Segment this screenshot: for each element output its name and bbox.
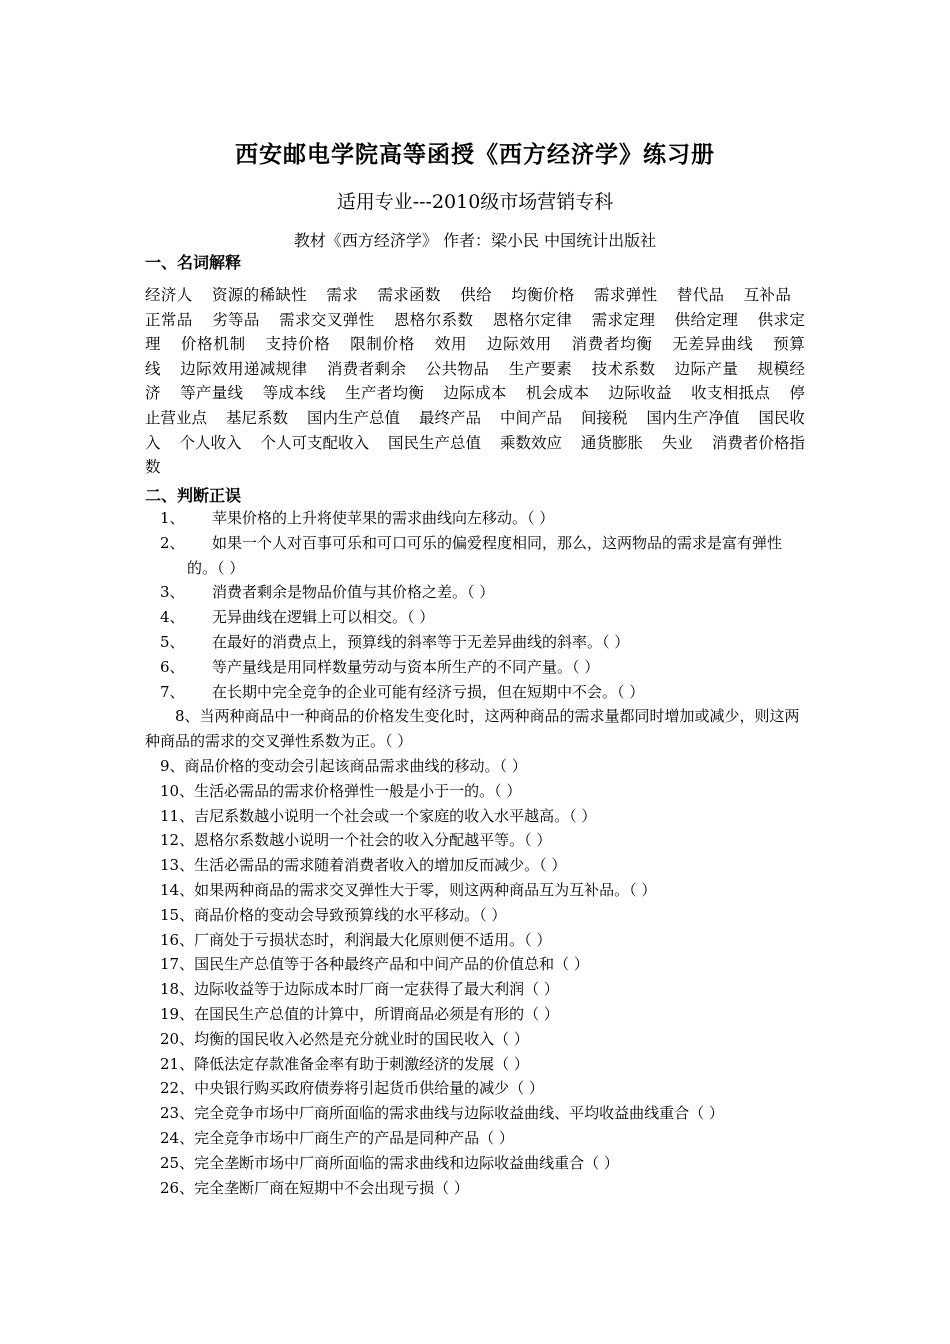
question-number: 24、 — [160, 1128, 195, 1147]
question-item — [145, 878, 810, 903]
question-number: 8、 — [175, 707, 200, 726]
document-subtitle: 适用专业---2010级市场营销专科 — [336, 191, 614, 213]
term-item: 支持价格 — [265, 335, 331, 354]
question-item — [145, 1151, 810, 1176]
question-item — [145, 680, 810, 705]
question-number: 5、 — [160, 632, 185, 651]
question-number: 4、 — [160, 608, 185, 627]
textbook-info: 教材《西方经济学》 作者：梁小民 中国统计出版社 — [293, 231, 657, 250]
term-item: 供给 — [460, 286, 492, 304]
term-item: 价格机制 — [180, 335, 246, 354]
term-item: 限制价格 — [350, 335, 416, 354]
question-item — [145, 804, 810, 829]
question-number: 13、 — [160, 856, 195, 875]
question-text: 生活必需品的需求价格弹性一般是小于一的。（ ） — [194, 781, 522, 800]
question-number: 14、 — [160, 880, 195, 899]
term-item: 恩格尔系数 — [393, 310, 474, 329]
question-item — [145, 1027, 810, 1052]
question-text: 在长期中完全竞争的企业可能有经济亏损，但在短期中不会。（ ） — [212, 682, 645, 701]
question-number: 23、 — [160, 1104, 195, 1123]
question-text: 国民生产总值等于各种最终产品和中间产品的价值总和（ ） — [194, 955, 589, 974]
term-item: 国民收入 — [145, 408, 805, 452]
term-item: 通货膨胀 — [580, 433, 643, 452]
question-number: 6、 — [160, 657, 185, 676]
question-text: 如果一个人对百事可乐和可口可乐的偏爱程度相同，那么，这两物品的需求是富有弹性的。（ ） — [187, 533, 783, 577]
question-item — [145, 853, 810, 878]
question-number: 3、 — [160, 583, 185, 602]
question-item — [145, 1002, 810, 1027]
term-item: 生产要素 — [508, 359, 573, 378]
question-text: 在最好的消费点上，预算线的斜率等于无差异曲线的斜率。（ ） — [212, 632, 630, 651]
term-item: 需求定理 — [591, 310, 656, 329]
question-number: 25、 — [160, 1153, 195, 1172]
term-item: 基尼系数 — [225, 408, 289, 427]
term-item: 收支相抵点 — [691, 384, 771, 403]
term-item: 等成本线 — [262, 384, 326, 403]
term-item: 效用 — [434, 335, 468, 354]
term-item: 均衡价格 — [511, 286, 575, 304]
term-item: 国内生产总值 — [306, 408, 401, 427]
question-item — [145, 704, 810, 754]
term-item: 预算线 — [145, 335, 805, 378]
question-item — [145, 1126, 810, 1151]
term-item: 恩格尔定律 — [492, 310, 573, 329]
question-item — [145, 506, 810, 531]
term-item: 供给定理 — [674, 310, 739, 329]
question-number: 16、 — [160, 930, 195, 949]
question-text: 苹果价格的上升将使苹果的需求曲线向左移动。（ ） — [212, 509, 555, 527]
question-text: 等产量线是用同样数量劳动与资本所生产的不同产量。（ ） — [212, 657, 600, 676]
question-text: 商品价格的变动会导致预算线的水平移动。（ ） — [194, 905, 507, 924]
question-item — [145, 779, 810, 804]
question-text: 当两种商品中一种商品的价格发生变化时，这两种商品的需求量都同时增加或减少，则这两种商品的需求的交叉弹性系数为正。（ ） — [145, 707, 800, 751]
question-text: 均衡的国民收入必然是充分就业时的国民收入（ ） — [194, 1029, 529, 1048]
question-list — [145, 506, 810, 1200]
question-text: 生活必需品的需求随着消费者收入的增加反而减少。（ ） — [194, 856, 567, 875]
term-item: 停止营业点 — [145, 384, 805, 427]
term-item: 边际收益 — [608, 384, 672, 403]
question-text: 恩格尔系数越小说明一个社会的收入分配越平等。（ ） — [194, 831, 552, 850]
term-item: 消费者均衡 — [571, 335, 653, 354]
question-text: 商品价格的变动会引起该商品需求曲线的移动。（ ） — [184, 756, 527, 775]
term-item: 国内生产净值 — [646, 408, 740, 427]
question-item — [145, 580, 810, 605]
terms-list — [145, 283, 805, 480]
question-item — [145, 1052, 810, 1077]
question-number: 10、 — [160, 781, 195, 800]
question-item — [145, 605, 810, 630]
question-text: 如果两种商品的需求交叉弹性大于零，则这两种商品互为互补品。（ ） — [194, 880, 657, 899]
term-item: 机会成本 — [526, 384, 590, 403]
question-number: 21、 — [160, 1054, 195, 1073]
term-item: 间接税 — [580, 408, 628, 427]
term-item: 需求 — [326, 286, 359, 304]
question-text: 边际收益等于边际成本时厂商一定获得了最大利润（ ） — [194, 980, 559, 999]
question-number: 17、 — [160, 955, 195, 974]
term-item: 消费者价格指数 — [145, 433, 805, 477]
question-text: 吉尼系数越小说明一个社会或一个家庭的收入水平越高。（ ） — [194, 806, 597, 825]
term-item: 边际成本 — [443, 384, 507, 403]
question-number: 26、 — [160, 1178, 195, 1197]
question-item — [145, 1176, 810, 1201]
term-item: 替代品 — [676, 286, 725, 304]
question-number: 7、 — [160, 682, 185, 701]
document-title: 西安邮电学院高等函授《西方经济学》练习册 — [235, 141, 715, 168]
term-item: 需求交叉弹性 — [279, 310, 375, 329]
term-item: 经济人 — [145, 286, 193, 304]
question-number: 18、 — [160, 980, 195, 999]
term-item: 需求函数 — [377, 286, 441, 304]
question-item — [145, 1101, 810, 1126]
term-item: 资源的稀缺性 — [211, 286, 308, 304]
term-item: 失业 — [661, 433, 693, 452]
question-text: 降低法定存款准备金率有助于刺激经济的发展（ ） — [194, 1054, 529, 1073]
term-item: 互补品 — [743, 286, 791, 304]
question-text: 无异曲线在逻辑上可以相交。（ ） — [212, 608, 435, 627]
term-item: 国民生产总值 — [387, 433, 481, 452]
question-item — [145, 754, 810, 779]
term-item: 劣等品 — [212, 310, 260, 329]
term-item: 边际效用 — [486, 335, 552, 354]
term-item: 公共物品 — [425, 359, 490, 378]
question-item — [145, 977, 810, 1002]
question-text: 完全垄断市场中厂商所面临的需求曲线和边际收益曲线重合（ ） — [194, 1153, 619, 1172]
term-item: 消费者剩余 — [326, 359, 407, 378]
term-item: 生产者均衡 — [345, 384, 425, 403]
question-item — [145, 1076, 810, 1101]
question-number: 22、 — [160, 1079, 195, 1098]
question-number: 15、 — [160, 905, 195, 924]
question-number: 9、 — [160, 756, 185, 775]
term-item: 边际效用递减规律 — [180, 359, 308, 378]
question-item — [145, 952, 810, 977]
question-text: 完全竞争市场中厂商所面临的需求曲线与边际收益曲线、平均收益曲线重合（ ） — [194, 1104, 724, 1123]
question-number: 11、 — [160, 806, 195, 825]
term-item: 正常品 — [145, 310, 193, 329]
question-item — [145, 531, 810, 581]
question-text: 消费者剩余是物品价值与其价格之差。（ ） — [212, 583, 495, 602]
term-item: 最终产品 — [418, 408, 482, 427]
term-item: 边际产量 — [674, 359, 739, 378]
section-heading-terms: 一、名词解释 — [145, 253, 242, 272]
question-number: 20、 — [160, 1029, 195, 1048]
question-number: 12、 — [160, 831, 195, 850]
term-item: 个人可支配收入 — [260, 433, 369, 452]
question-item — [145, 928, 810, 953]
question-item — [145, 828, 810, 853]
question-number: 19、 — [160, 1004, 195, 1023]
question-number: 2、 — [160, 533, 185, 552]
term-item: 中间产品 — [499, 408, 562, 427]
question-text: 厂商处于亏损状态时，利润最大化原则便不适用。（ ） — [194, 930, 552, 949]
term-item: 等产量线 — [180, 384, 244, 403]
term-item: 个人收入 — [179, 433, 242, 452]
term-item: 供求定理 — [145, 310, 805, 354]
question-text: 完全垄断厂商在短期中不会出现亏损（ ） — [194, 1178, 469, 1197]
question-text: 中央银行购买政府债券将引起货币供给量的减少（ ） — [194, 1079, 544, 1098]
question-text: 完全竞争市场中厂商生产的产品是同种产品（ ） — [194, 1128, 514, 1147]
question-item — [145, 655, 810, 680]
term-item: 需求弹性 — [594, 286, 658, 304]
term-item: 规模经济 — [145, 359, 805, 403]
term-item: 乘数效应 — [499, 433, 562, 452]
term-item: 技术系数 — [591, 359, 656, 378]
question-item — [145, 903, 810, 928]
question-text: 在国民生产总值的计算中，所谓商品必须是有形的（ ） — [194, 1004, 559, 1023]
term-item: 无差异曲线 — [672, 335, 754, 354]
question-number: 1、 — [160, 509, 185, 527]
section-heading-true-false: 二、判断正误 — [145, 486, 242, 505]
question-item — [145, 630, 810, 655]
